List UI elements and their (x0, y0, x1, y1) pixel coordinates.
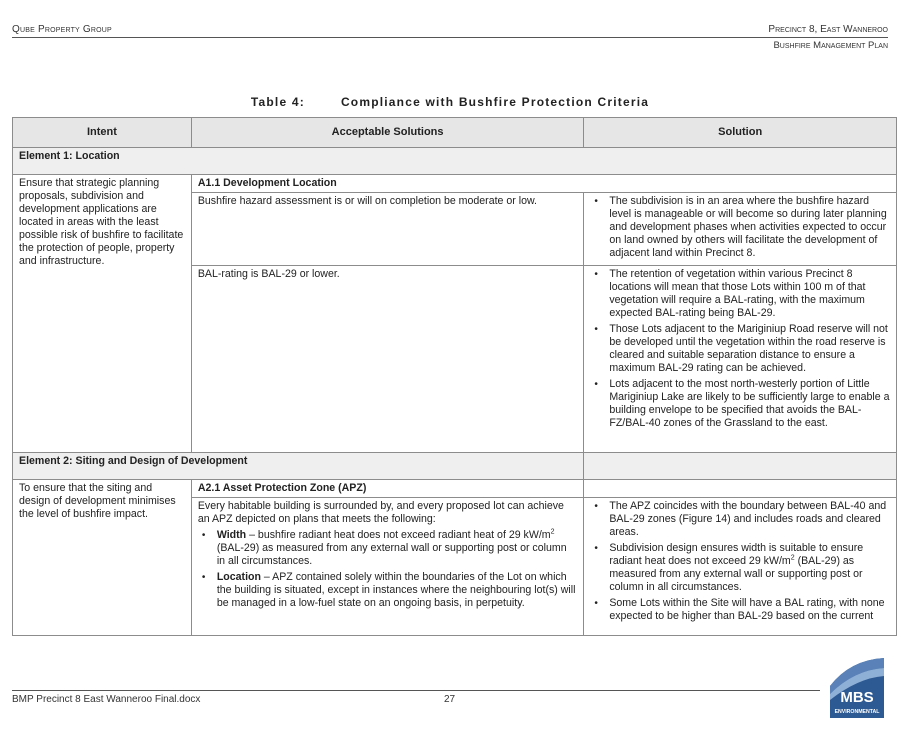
mbs-logo (828, 656, 886, 720)
header-document-title: Bushfire Management Plan (773, 40, 888, 51)
element1-subheading-row (13, 175, 897, 193)
width-term: Width (216, 529, 247, 541)
footer-document-name: BMP Precinct 8 East Wanneroo Final.docx (12, 694, 201, 705)
logo-subtext: ENVIRONMENTAL (834, 709, 880, 715)
header-rule (12, 37, 888, 38)
list-item: • Lots adjacent to the most north-westerly portion of Little Mariginiup Lake are likely to be sufficiently large to enable a building envelope to be specified that avoids the BAL-FZ/BAL-40 zones of the Grassland to the east. (590, 378, 890, 430)
list-item: • Those Lots adjacent to the Mariginiup Road reserve will not be developed until the vegetation within the road reserve is cleared and suitable separation distance to ensure a maximum BAL-29 rating can be achieved. (590, 323, 890, 375)
list-item: • The subdivision is in an area where the bushfire hazard level is manageable or will become so during later planning and development phases when activities expected to occur on land owned by others will facilitate the development of adjacent land within Precinct 8. (590, 195, 890, 260)
width-text-b: (BAL-29) as measured from any external wall or supporting post or column in all circumstances. (216, 542, 567, 567)
footer-rule (12, 690, 820, 691)
element2-acceptable (191, 498, 584, 636)
compliance-table (12, 117, 897, 636)
list-item (198, 529, 578, 568)
header-project: Precinct 8, East Wanneroo (768, 24, 888, 35)
table-number: Table 4: (250, 95, 305, 109)
page-number: 27 (444, 694, 456, 705)
header-solution: Solution (584, 118, 897, 148)
bullet2-text-a: Subdivision design ensures width is suitable to ensure radiant heat does not exceed 29 kW/m (609, 542, 864, 567)
element1-row1-solution (584, 193, 897, 266)
list-item: • The APZ coincides with the boundary between BAL-40 and BAL-29 zones (Figure 14) and includes roads and cleared areas. (590, 500, 890, 539)
element2-intro: Every habitable building is surrounded by, and every proposed lot can achieve an APZ depicted on plans that meets the following: (197, 500, 564, 525)
element1-title: Element 1: Location (13, 148, 897, 175)
list-item (198, 571, 578, 610)
element1-row (13, 148, 897, 175)
element1-subheading: A1.1 Development Location (191, 175, 896, 193)
element2-subheading-row (13, 480, 897, 498)
header-acceptable-solutions: Acceptable Solutions (191, 118, 584, 148)
location-term: Location (216, 571, 261, 583)
logo-text: MBS (840, 689, 874, 706)
header-intent: Intent (13, 118, 192, 148)
list-item (590, 542, 890, 594)
bullet2-text-b: (BAL-29) as measured from any external wall or supporting post or column in all circumstances. (609, 555, 863, 593)
element2-row (13, 453, 897, 480)
list-item: • Some Lots within the Site will have a BAL rating, with none expected to be higher than BAL-29 based on the current (590, 597, 890, 623)
element2-title: Element 2: Siting and Design of Development (13, 453, 584, 480)
width-superscript: 2 (550, 528, 555, 536)
width-text-a: – bushfire radiant heat does not exceed radiant heat of 29 kW/m (246, 529, 551, 541)
table-title: Compliance with Bushfire Protection Criteria (340, 95, 650, 109)
table-header-row (13, 118, 897, 148)
element2-subheading: A2.1 Asset Protection Zone (APZ) (191, 480, 584, 498)
element2-title-blank (584, 453, 897, 480)
element1-row2-solution (584, 266, 897, 453)
element1-intent: Ensure that strategic planning proposals, subdivision and development applications are located in areas with the least possible risk of bushfire to facilitate the protection of people, property and infrastructure. (13, 175, 192, 453)
element2-solution (584, 498, 897, 636)
element2-intent: To ensure that the siting and design of development minimises the level of bushfire impact. (13, 480, 192, 636)
header-company: Qube Property Group (12, 24, 112, 35)
bullet2-superscript: 2 (790, 554, 795, 562)
table-caption (0, 95, 900, 109)
element1-row1-acceptable: Bushfire hazard assessment is or will on completion be moderate or low. (191, 193, 584, 266)
element2-subheading-blank (584, 480, 897, 498)
element1-row2-acceptable: BAL-rating is BAL-29 or lower. (191, 266, 584, 453)
location-text: – APZ contained solely within the boundaries of the Lot on which the building is situated, except in instances where the neighbouring lot(s) will be managed in a low-fuel state on an ongoing basis, in perpetuity. (216, 571, 576, 609)
list-item: • The retention of vegetation within various Precinct 8 locations will mean that those Lots within 100 m of that vegetation will require a BAL-rating, with the maximum expected BAL-rating being BAL-29. (590, 268, 890, 320)
